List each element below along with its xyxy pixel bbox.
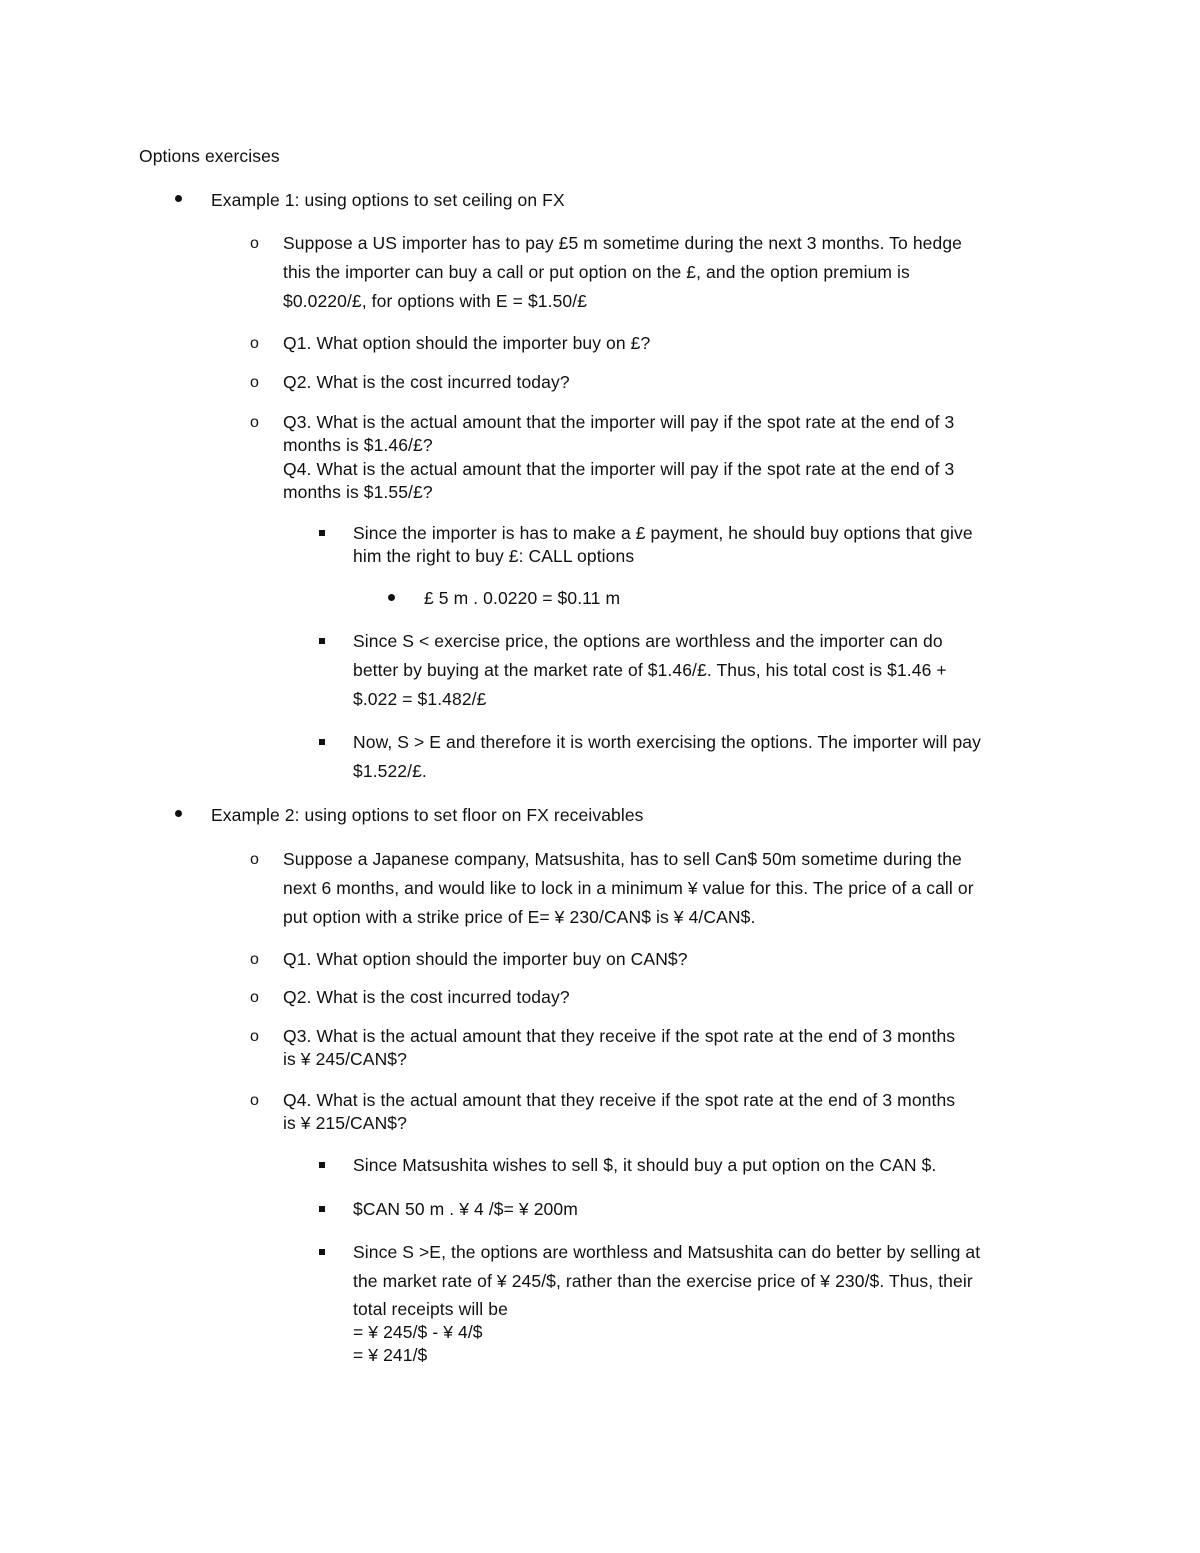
sub-bullet-icon: o xyxy=(250,851,259,868)
ex2-a3-line-5: = ¥ 241/$ xyxy=(353,1345,428,1365)
bullet-dot-icon xyxy=(175,810,182,817)
sub-bullet-icon: o xyxy=(250,951,259,968)
ex1-a4-line-2: $1.522/£. xyxy=(353,761,427,781)
bullet-dot-icon xyxy=(175,195,182,202)
square-bullet-icon xyxy=(319,1162,325,1168)
ex1-a3-line-2: better by buying at the market rate of $1.46/£. Thus, his total cost is $1.46 + xyxy=(353,660,947,680)
ex2-suppose-line-3: put option with a strike price of E= ¥ 230/CAN$ is ¥ 4/CAN$. xyxy=(283,907,756,927)
sub-bullet-icon: o xyxy=(250,414,259,431)
ex2-q1: Q1. What option should the importer buy on CAN$? xyxy=(283,949,688,969)
sub-bullet-icon: o xyxy=(250,989,259,1006)
ex1-a2: £ 5 m . 0.0220 = $0.11 m xyxy=(424,588,621,608)
square-bullet-icon xyxy=(319,1206,325,1212)
sub-bullet-icon: o xyxy=(250,235,259,252)
ex1-suppose-line-2: this the importer can buy a call or put option on the £, and the option premium is xyxy=(283,262,910,282)
ex1-suppose-line-3: $0.0220/£, for options with E = $1.50/£ xyxy=(283,291,588,311)
ex2-q3-line-2: is ¥ 245/CAN$? xyxy=(283,1049,407,1069)
square-bullet-icon xyxy=(319,638,325,644)
ex1-q1: Q1. What option should the importer buy on £? xyxy=(283,333,651,353)
ex2-suppose-line-2: next 6 months, and would like to lock in a minimum ¥ value for this. The price of a call or xyxy=(283,878,974,898)
ex2-suppose-line-1: Suppose a Japanese company, Matsushita, has to sell Can$ 50m sometime during the xyxy=(283,849,962,869)
ex1-a3-line-1: Since S < exercise price, the options are worthless and the importer can do xyxy=(353,631,943,651)
example-1-heading: Example 1: using options to set ceiling on FX xyxy=(211,190,565,210)
ex2-q4-line-2: is ¥ 215/CAN$? xyxy=(283,1113,407,1133)
ex2-a3-line-3: total receipts will be xyxy=(353,1299,508,1319)
sub-bullet-icon: o xyxy=(250,1092,259,1109)
sub-bullet-icon: o xyxy=(250,335,259,352)
ex2-a2: $CAN 50 m . ¥ 4 /$= ¥ 200m xyxy=(353,1199,578,1219)
bullet-dot-icon xyxy=(388,594,395,601)
page-title: Options exercises xyxy=(139,146,280,166)
ex1-a3-line-3: $.022 = $1.482/£ xyxy=(353,689,487,709)
square-bullet-icon xyxy=(319,1249,325,1255)
ex1-a1-line-2: him the right to buy £: CALL options xyxy=(353,546,635,566)
ex1-a1-line-1: Since the importer is has to make a £ payment, he should buy options that give xyxy=(353,523,973,543)
square-bullet-icon xyxy=(319,530,325,536)
ex1-q3-line-2: months is $1.46/£? xyxy=(283,435,433,455)
ex2-q2: Q2. What is the cost incurred today? xyxy=(283,987,570,1007)
example-2-heading: Example 2: using options to set floor on FX receivables xyxy=(211,805,644,825)
ex1-q4-line-2: months is $1.55/£? xyxy=(283,482,433,502)
ex2-a3-line-2: the market rate of ¥ 245/$, rather than the exercise price of ¥ 230/$. Thus, their xyxy=(353,1271,973,1291)
sub-bullet-icon: o xyxy=(250,374,259,391)
ex1-a4-line-1: Now, S > E and therefore it is worth exercising the options. The importer will pay xyxy=(353,732,981,752)
ex2-q4-line-1: Q4. What is the actual amount that they receive if the spot rate at the end of 3 months xyxy=(283,1090,956,1110)
ex2-a3-line-4: = ¥ 245/$ - ¥ 4/$ xyxy=(353,1322,483,1342)
ex1-suppose-line-1: Suppose a US importer has to pay £5 m sometime during the next 3 months. To hedge xyxy=(283,233,962,253)
ex1-q3-line-1: Q3. What is the actual amount that the importer will pay if the spot rate at the end of 3 xyxy=(283,412,955,432)
square-bullet-icon xyxy=(319,739,325,745)
ex2-a1: Since Matsushita wishes to sell $, it should buy a put option on the CAN $. xyxy=(353,1155,937,1175)
ex2-a3-line-1: Since S >E, the options are worthless and Matsushita can do better by selling at xyxy=(353,1242,981,1262)
ex1-q4-line-1: Q4. What is the actual amount that the importer will pay if the spot rate at the end of 3 xyxy=(283,459,955,479)
ex1-q2: Q2. What is the cost incurred today? xyxy=(283,372,570,392)
sub-bullet-icon: o xyxy=(250,1028,259,1045)
ex2-q3-line-1: Q3. What is the actual amount that they receive if the spot rate at the end of 3 months xyxy=(283,1026,956,1046)
